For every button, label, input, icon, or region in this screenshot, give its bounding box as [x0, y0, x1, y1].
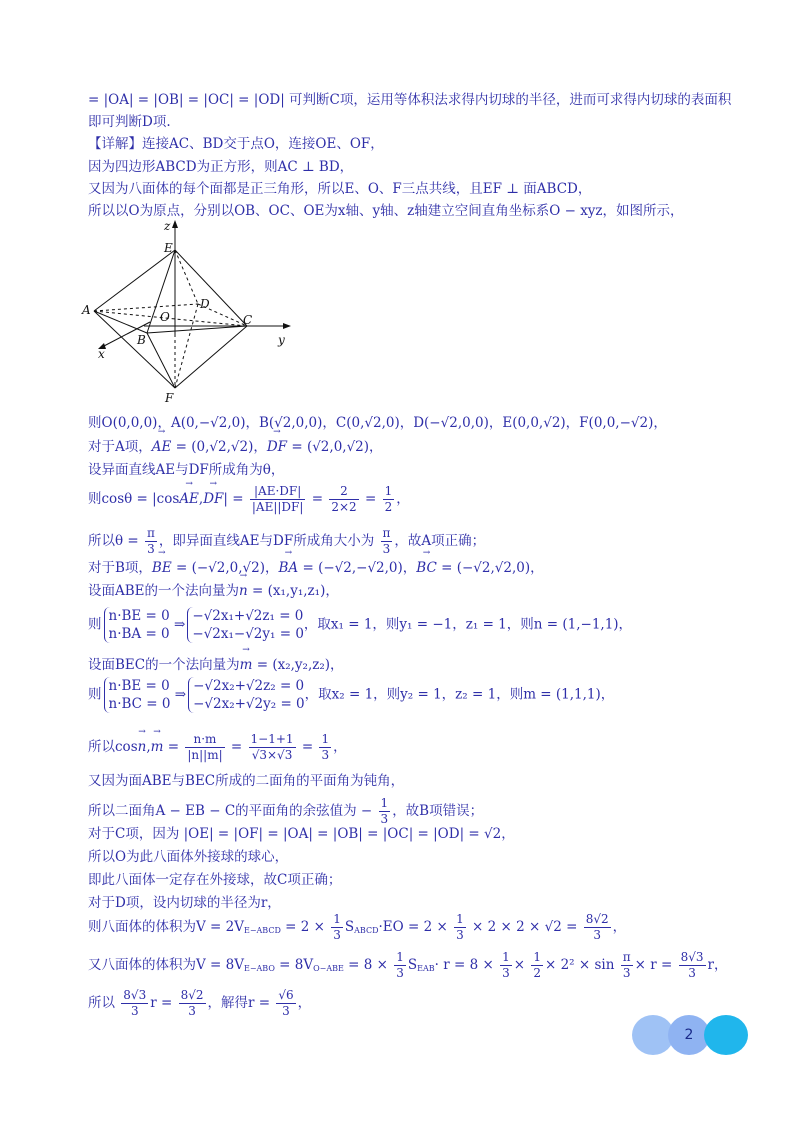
- numerator: 8√2: [180, 988, 204, 1002]
- text: 对于B项，: [88, 560, 152, 576]
- text-line-12: [88, 558, 544, 578]
- denominator: 2: [384, 500, 393, 514]
- octahedron-diagram: [80, 214, 300, 409]
- label-B: B: [137, 333, 146, 347]
- denominator: 3: [382, 542, 391, 556]
- page-number: 2: [684, 1027, 694, 1043]
- fraction: [584, 912, 611, 943]
- text: ×: [513, 957, 526, 973]
- text: ，取x₂ = 1，则y₂ = 1，z₂ = 1，则m = (1,1,1)，: [304, 686, 615, 703]
- text: ，: [396, 491, 410, 507]
- text: S: [407, 957, 418, 973]
- text: =: [163, 739, 180, 755]
- text: ·EO = 2 ×: [378, 919, 448, 935]
- numerator: 1: [456, 912, 464, 926]
- text-line-4: 因为四边形ABCD为正方形，则AC ⊥ BD，: [88, 159, 354, 175]
- numerator: √6: [278, 988, 294, 1002]
- equation: −√2x₂+√2y₂ = 0: [193, 696, 305, 712]
- numerator: 2: [329, 484, 358, 500]
- fraction: [621, 950, 633, 981]
- numerator: 8√3: [680, 950, 704, 964]
- denominator: 2: [533, 966, 541, 980]
- denominator: 3: [593, 928, 601, 942]
- fraction: [383, 484, 395, 515]
- text: ，取x₁ = 1，则y₁ = −1，z₁ = 1，则n = (1,−1,1)，: [303, 616, 633, 633]
- vector-AE: → AE: [179, 489, 199, 509]
- text-line-1: = |OA| = |OB| = |OC| = |OD| 可判断C项，运用等体积法求得内切球的半径，进而可求得内切球的表面积: [88, 92, 732, 108]
- fraction: [319, 732, 331, 763]
- denominator: 3: [688, 966, 696, 980]
- denominator: 3: [282, 1004, 290, 1018]
- denominator: 3: [188, 1004, 196, 1018]
- text: = 8V: [274, 957, 314, 973]
- numerator: 1: [380, 796, 389, 810]
- text: 则: [88, 686, 102, 703]
- text: = (−√2,√2,0)，: [436, 560, 544, 576]
- denominator: √3×√3: [251, 748, 293, 762]
- text: × r =: [634, 957, 673, 973]
- text: · r = 8 ×: [434, 957, 494, 973]
- text: 则八面体的体积为V = 2V: [88, 919, 244, 935]
- denominator: 3: [130, 1004, 139, 1018]
- denominator: |AE||DF|: [251, 500, 304, 514]
- label-x: x: [98, 347, 105, 361]
- numerator: π: [147, 526, 155, 540]
- denominator: 3: [147, 542, 155, 556]
- equation: −√2x₁+√2z₁ = 0: [192, 608, 304, 624]
- text-line-10: [88, 484, 410, 515]
- text: 则: [88, 616, 102, 633]
- equation: −√2x₂+√2z₂ = 0: [193, 678, 305, 694]
- text: 所以θ =: [88, 533, 139, 549]
- denominator: 3: [502, 966, 510, 980]
- fraction: [276, 988, 295, 1019]
- text: ，故B项错误；: [392, 803, 484, 819]
- text: = 8 ×: [343, 957, 388, 973]
- equation-system: [187, 607, 304, 643]
- numerator: 1: [396, 950, 404, 964]
- label-y: y: [278, 333, 285, 347]
- equation-system: [104, 677, 171, 713]
- numerator: n·m: [185, 732, 224, 748]
- fraction: [250, 484, 306, 515]
- text-line-13: [88, 581, 339, 601]
- denominator: |n||m|: [187, 748, 223, 762]
- text: = 2 ×: [280, 919, 325, 935]
- text: r =: [150, 995, 173, 1011]
- text-line-2: 即可判断D项.: [88, 114, 171, 130]
- label-E: E: [164, 241, 173, 255]
- text: =: [301, 739, 314, 755]
- denominator: 3: [622, 966, 631, 980]
- denominator: 3: [456, 928, 464, 942]
- text: 所以二面角A − EB − C的平面角的余弦值为 −: [88, 803, 373, 819]
- text: 则cosθ = |cos: [88, 491, 180, 507]
- text-line-7: 则O(0,0,0)，A(0,−√2,0)，B(√2,0,0)，C(0,√2,0)，D(−√2,0,0)，E(0,0,√2)，F(0,0,−√2)，: [88, 415, 667, 431]
- text: =: [230, 739, 243, 755]
- text: =: [364, 491, 377, 507]
- text: ，故A项正确；: [394, 533, 486, 549]
- fraction: [381, 526, 393, 557]
- label-C: C: [243, 313, 253, 327]
- text: = (x₁,y₁,z₁)，: [247, 583, 339, 599]
- text: × 2² × sin: [544, 957, 615, 973]
- label-F: F: [165, 391, 174, 405]
- text: = (−√2,−√2,0)，: [298, 560, 417, 576]
- fraction: [121, 988, 148, 1019]
- subscript: EAB: [417, 964, 435, 973]
- text: = (0,√2,√2)，: [171, 439, 267, 455]
- text-line-18: 又因为面ABE与BEC所成的二面角的平面角为钝角，: [88, 773, 405, 789]
- text: = (−√2,0,√2)，: [171, 560, 279, 576]
- fraction: [500, 950, 512, 981]
- text-line-6: 所以以O为原点，分别以OB、OC、OE为x轴、y轴、z轴建立空间直角坐标系O − xyz，如图所示，: [88, 203, 684, 219]
- denominator: 3: [321, 748, 330, 762]
- equation: n·BA = 0: [108, 626, 170, 642]
- vector-BA: → BA: [279, 558, 299, 578]
- text: 设面ABE的一个法向量为: [88, 583, 240, 599]
- text-line-20: 对于C项，因为 |OE| = |OF| = |OA| = |OB| = |OC| = |OD| = √2，: [88, 826, 515, 842]
- text-line-8: [88, 437, 383, 457]
- subscript: E−ABCD: [243, 926, 281, 935]
- text: | =: [223, 491, 244, 507]
- numerator: |AE·DF|: [250, 484, 306, 500]
- text: 又八面体的体积为V = 8V: [88, 957, 244, 973]
- text: = (x₂,y₂,z₂)，: [252, 657, 344, 673]
- subscript: E−ABO: [243, 964, 275, 973]
- equation-system: [188, 677, 305, 713]
- numerator: π: [622, 950, 631, 964]
- fraction: [679, 950, 706, 981]
- fraction: [179, 988, 206, 1019]
- text: r，: [707, 957, 728, 973]
- text: 连接AC、BD交于点O，连接OE、OF，: [142, 136, 384, 152]
- fraction: [394, 950, 406, 981]
- text: =: [311, 491, 324, 507]
- subscript: O−ABE: [313, 964, 344, 973]
- text: × 2 × 2 × √2 =: [472, 919, 578, 935]
- numerator: π: [382, 526, 391, 540]
- denominator: 3: [380, 812, 389, 826]
- numerator: 8√3: [123, 988, 147, 1002]
- fraction: [249, 732, 296, 763]
- numerator: 8√2: [585, 912, 609, 926]
- text: ,: [146, 739, 151, 755]
- label-O: O: [160, 310, 170, 324]
- text: ，即异面直线AE与DF所成角大小为: [158, 533, 375, 549]
- fraction: [329, 484, 358, 515]
- text-line-3: [88, 134, 384, 154]
- text: 所以: [88, 995, 115, 1011]
- implies-arrow: ⇒: [174, 686, 187, 703]
- text: ，: [333, 739, 347, 755]
- fraction: [454, 912, 466, 943]
- vector-AE: → AE: [152, 437, 172, 457]
- vector-BC: → BC: [416, 558, 437, 578]
- text: 设面BEC的一个法向量为: [88, 657, 240, 673]
- label-D: D: [200, 297, 210, 311]
- text: ，解得r =: [207, 995, 271, 1011]
- numerator: 1−1+1: [250, 732, 294, 746]
- equation: n·BE = 0: [108, 608, 170, 624]
- text-line-25: [88, 950, 727, 981]
- equation-system: [104, 607, 170, 643]
- equation: −√2x₁−√2y₁ = 0: [192, 626, 304, 642]
- text-line-22: 即此八面体一定存在外接球，故C项正确；: [88, 872, 342, 888]
- fraction: [331, 912, 343, 943]
- text-line-14: [88, 607, 632, 643]
- text-line-23: 对于D项，设内切球的半径为r，: [88, 895, 281, 911]
- text: ，: [297, 995, 312, 1011]
- vector-DF: → DF: [267, 437, 287, 457]
- equation: n·BE = 0: [108, 678, 170, 694]
- numerator: 1: [502, 950, 510, 964]
- text-line-19: [88, 796, 483, 827]
- numerator: 1: [384, 484, 393, 498]
- vector-m: → m: [240, 655, 253, 675]
- denominator: 3: [333, 928, 341, 942]
- vector-n: → n: [138, 737, 147, 757]
- vector-DF: → DF: [203, 489, 223, 509]
- text-line-16: [88, 677, 614, 713]
- numerator: 1: [333, 912, 341, 926]
- text: = (√2,0,√2)，: [287, 439, 383, 455]
- subscript: ABCD: [354, 926, 379, 935]
- numerator: 1: [321, 732, 330, 746]
- fraction: [379, 796, 391, 827]
- text: S: [344, 919, 355, 935]
- fraction: [531, 950, 543, 981]
- text-line-15: [88, 655, 344, 675]
- label-z: z: [164, 219, 171, 233]
- vector-BE: → BE: [152, 558, 172, 578]
- label-A: A: [82, 303, 91, 317]
- text: ，: [612, 919, 627, 935]
- implies-arrow: ⇒: [174, 616, 186, 633]
- page-number-badge: [632, 1015, 750, 1055]
- text-line-26: [88, 988, 311, 1019]
- text-line-17: [88, 732, 347, 763]
- text-line-9: 设异面直线AE与DF所成角为θ，: [88, 462, 285, 478]
- vector-m: → m: [151, 737, 164, 757]
- fraction: [185, 732, 224, 763]
- text: 对于A项，: [88, 439, 152, 455]
- text-line-24: [88, 912, 626, 943]
- numerator: 1: [533, 950, 541, 964]
- text-line-21: 所以O为此八面体外接球的球心，: [88, 849, 289, 865]
- vector-n: → n: [239, 581, 248, 601]
- denominator: 3: [396, 966, 404, 980]
- equation: n·BC = 0: [108, 696, 171, 712]
- badge-circle-right: [704, 1015, 748, 1055]
- text: ,: [198, 491, 204, 507]
- detail-tag: 【详解】: [88, 136, 142, 152]
- text: 所以cos: [88, 739, 138, 755]
- text-line-5: 又因为八面体的每个面都是正三角形，所以E、O、F三点共线，且EF ⊥ 面ABCD，: [88, 181, 592, 197]
- denominator: 2×2: [331, 500, 357, 514]
